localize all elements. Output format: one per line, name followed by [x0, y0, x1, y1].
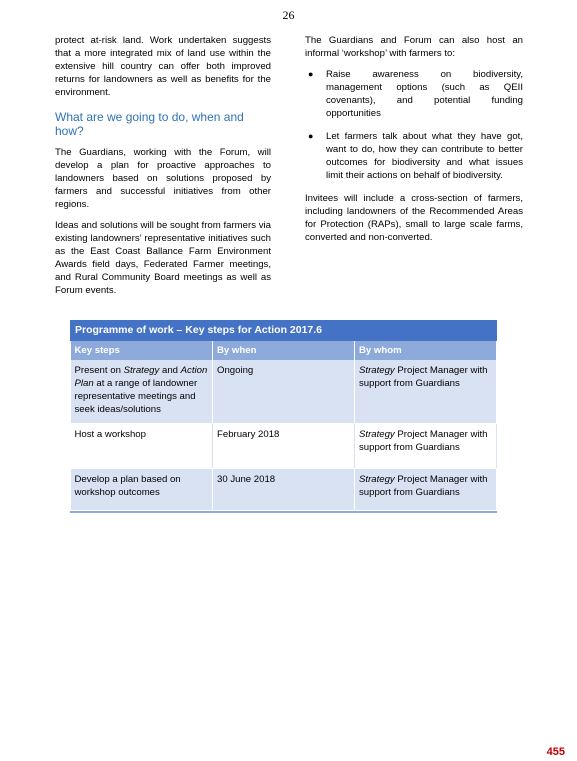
cell-by-whom: Strategy Project Manager with support from Guardians [355, 469, 497, 511]
table-title-row [71, 321, 497, 341]
cell-by-whom: Strategy Project Manager with support from Guardians [355, 360, 497, 424]
left-paragraph-plan: The Guardians, working with the Forum, will develop a plan for proactive approaches to landowners based on solutions proposed by farmers and successful initiatives from other regions. [55, 147, 271, 210]
table-row [71, 360, 497, 424]
cell-by-when: 30 June 2018 [213, 469, 355, 511]
document-page-badge: 455 [546, 746, 565, 758]
bullet-icon: ● [308, 69, 314, 79]
programme-table [70, 320, 497, 511]
page-number: 26 [282, 8, 295, 22]
table-row [71, 424, 497, 469]
bullet-item [305, 68, 523, 120]
right-paragraph-workshop: The Guardians and Forum can also host an informal ‘workshop’ with farmers to: [305, 35, 523, 59]
left-paragraph-intro: protect at-risk land. Work undertaken suggests that a more integrated mix of land use within the extensive hill country can offer both improved returns for landowners as well as benefits for the environment. [55, 35, 271, 98]
table-row [71, 469, 497, 511]
column-header-key-steps: Key steps [71, 341, 213, 361]
table-bottom-rule [70, 511, 497, 513]
section-heading: What are we going to do, when and how? [55, 110, 244, 138]
bullet-text: Let farmers talk about what they have got, want to do, how they can contribute to better outcomes for biodiversity and what issues limit their actions on behalf of biodiversity. [326, 131, 523, 181]
bullet-text: Raise awareness on biodiversity, management options (such as QEII covenants), and potential funding opportunities [326, 69, 523, 119]
column-header-by-whom: By whom [355, 341, 497, 361]
cell-key-step: Present on Strategy and Action Plan at a range of landowner representative meetings and seek ideas/solutions [71, 360, 213, 424]
bullet-icon: ● [308, 131, 314, 141]
left-column [55, 34, 271, 297]
cell-by-when: February 2018 [213, 424, 355, 469]
table-title: Programme of work – Key steps for Action 2017.6 [71, 321, 497, 341]
cell-key-step: Develop a plan based on workshop outcomes [71, 469, 213, 511]
cell-by-when: Ongoing [213, 360, 355, 424]
right-column [305, 34, 523, 244]
right-paragraph-invitees: Invitees will include a cross-section of farmers, including landowners of the Recommended Areas for Protection (RAPs), small to large scale farms, converted and non-converted. [305, 193, 523, 243]
cell-by-whom: Strategy Project Manager with support from Guardians [355, 424, 497, 469]
programme-table-container [70, 320, 497, 513]
workshop-bullet-list [305, 68, 523, 182]
left-paragraph-ideas: Ideas and solutions will be sought from farmers via existing landowners’ representative initiatives such as the East Coast Ballance Farm Environment Awards field days, Federated Farmer meetings, and Rural Community Board meetings as well as Forum events. [55, 220, 271, 296]
table-header-row [71, 341, 497, 361]
cell-key-step: Host a workshop [71, 424, 213, 469]
bullet-item [305, 130, 523, 182]
column-header-by-when: By when [213, 341, 355, 361]
